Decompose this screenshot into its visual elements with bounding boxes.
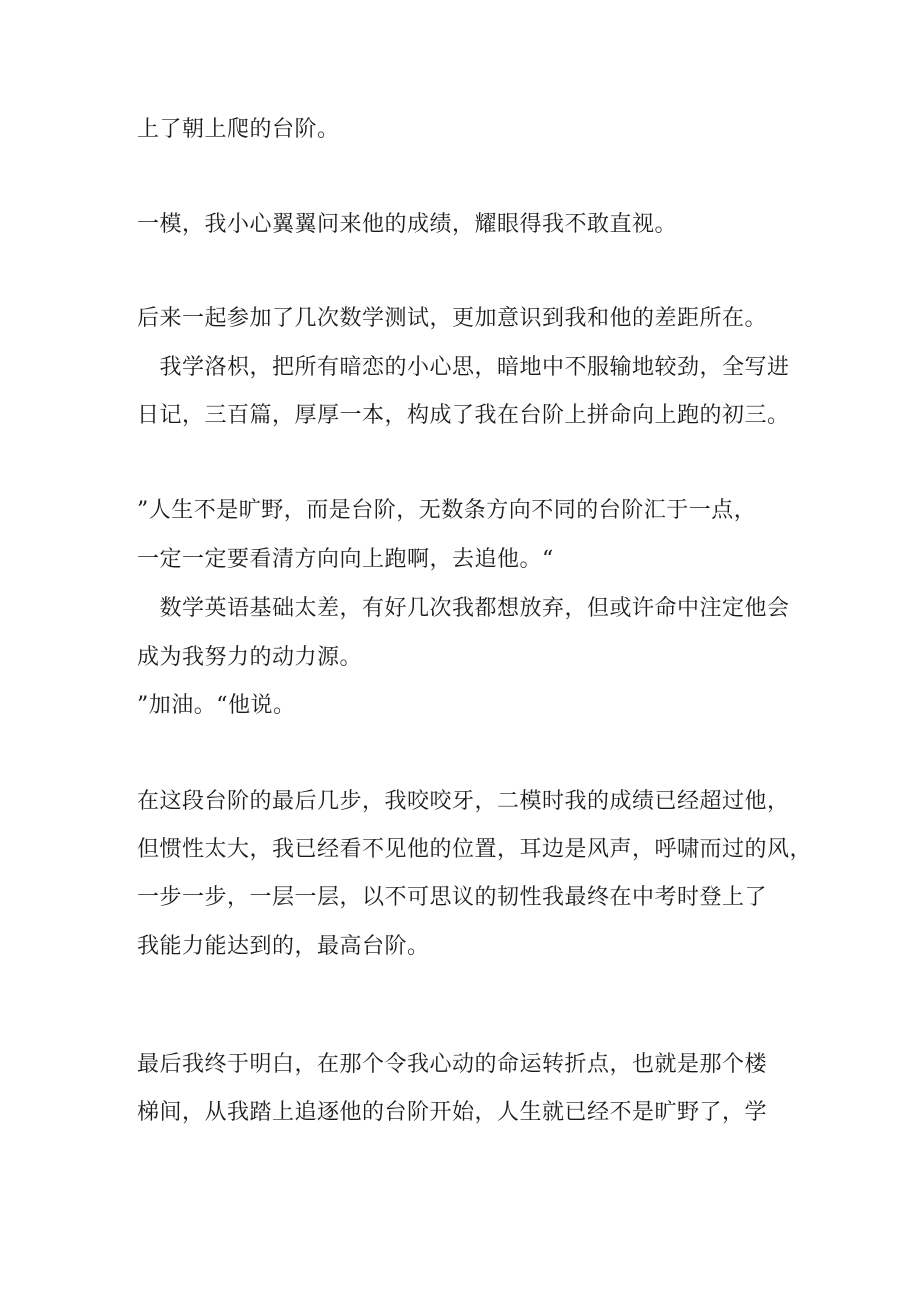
text-line: 我学洛枳，把所有暗恋的小心思，暗地中不服输地较劲，全写进: [137, 355, 790, 380]
text-line: 后来一起参加了几次数学测试，更加意识到我和他的差距所在。: [137, 306, 768, 331]
text-line: 我能力能达到的，最高台阶。: [137, 934, 430, 959]
text-line: 一模，我小心翼翼问来他的成绩，耀眼得我不敢直视。: [137, 212, 678, 237]
text-line: ”人生不是旷野，而是台阶，无数条方向不同的台阶汇于一点，: [137, 498, 757, 523]
text-line: 最后我终于明白，在那个令我心动的命运转折点，也就是那个楼: [137, 1052, 768, 1077]
text-line: 梯间，从我踏上追逐他的台阶开始，人生就已经不是旷野了，学: [137, 1100, 768, 1125]
text-line: 上了朝上爬的台阶。: [137, 117, 340, 142]
text-line: 日记，三百篇，厚厚一本，构成了我在台阶上拼命向上跑的初三。: [137, 403, 790, 428]
text-line: 数学英语基础太差，有好几次我都想放弃，但或许命中注定他会: [137, 596, 790, 621]
text-line: ”加油。“他说。: [137, 693, 296, 718]
text-line: 一定一定要看清方向向上跑啊，去追他。“: [137, 547, 554, 572]
text-line: 在这段台阶的最后几步，我咬咬牙，二模时我的成绩已经超过他，: [137, 789, 790, 814]
text-line: 但惯性太大，我已经看不见他的位置，耳边是风声，呼啸而过的风，: [137, 837, 813, 862]
text-line: 一步一步，一层一层，以不可思议的韧性我最终在中考时登上了: [137, 885, 768, 910]
text-line: 成为我努力的动力源。: [137, 645, 363, 670]
